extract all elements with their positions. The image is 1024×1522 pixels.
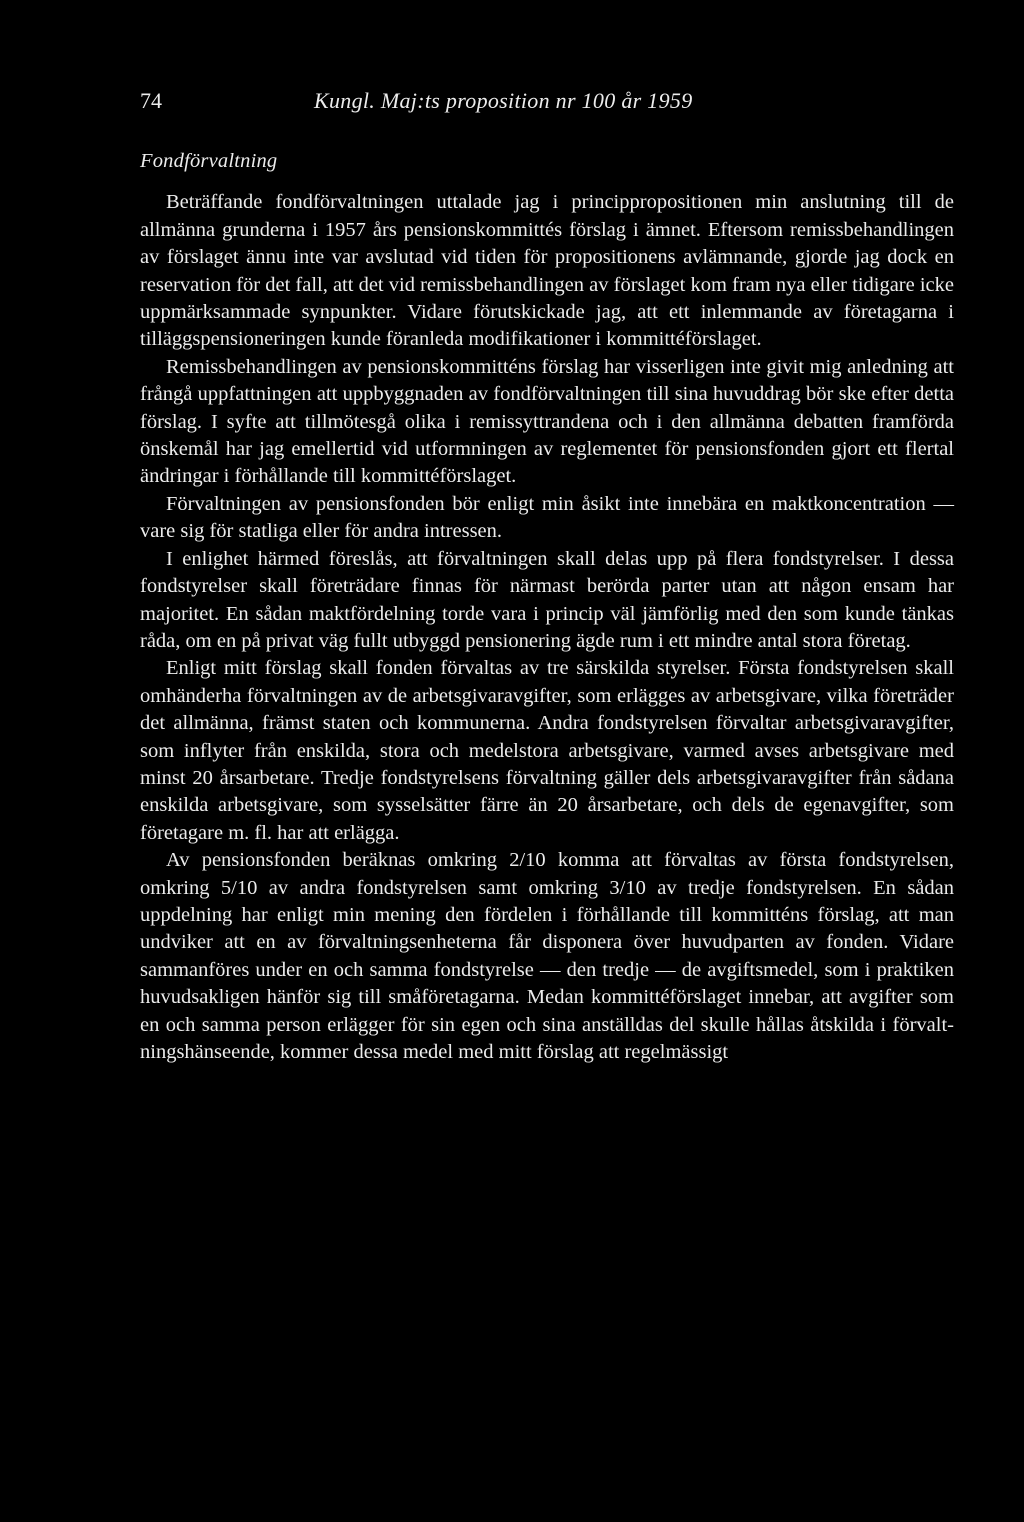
section-heading: Fondförvaltning (140, 150, 278, 172)
running-head: Kungl. Maj:ts proposition nr 100 år 1959 (314, 88, 693, 113)
paragraph: Enligt mitt förslag skall fonden förvaltas av tre särskilda styrelser. Första fondstyrelsen skall omhänderha förvaltningen av de arbetsgivaravgifter, som erlägges av arbetsgivare, vilka företräder det allmänna, främst staten och kommunerna. Andra fondstyrelsen förvaltar arbetsgivaravgifter, som inflyter från enskilda, stora och medelstora arbetsgivare, varmed avses arbetsgivare med minst 20 årsarbetare. Tredje fondstyrelsens förvaltning gäller dels arbetsgivaravgifter från sådana enskilda arbetsgivare, som sysselsätter färre än 20 årsarbetare, och dels de egenavgifter, som företagare m. fl. har att erlägga. (140, 657, 954, 844)
paragraph: Beträffande fondförvaltningen uttalade jag i princippropositionen min anslutning till de allmänna grunderna i 1957 års pensionskommittés förslag i ämnet. Eftersom remissbehandlingen av förslaget ännu inte var avslutad vid tiden för propositionens avlämnande, gjorde jag dock en reservation för det fall, att det vid remissbehandlingen av förslaget kom fram nya eller tidigare icke uppmärksammade synpunkter. Vidare förutskickade jag, att ett inlemmande av företagarna i tilläggspensioneringen kunde föranleda modifikationer i kommittéförslaget. (140, 191, 955, 351)
body-text (140, 148, 954, 1066)
paragraph: Av pensionsfonden beräknas omkring 2/10 komma att förvaltas av första fondstyrelsen, omkring 5/10 av andra fondstyrelsen samt omkring 3/10 av tredje fondstyrelsen. En sådan uppdelning har enligt min mening den fördelen i förhållande till kommitténs förslag, att man undviker att en av förvaltningsenheterna får disponera över huvudparten av fonden. Vidare sammanföres under en och samma fondstyrelse — den tredje — de avgiftsmedel, som i praktiken huvudsakligen hänför sig till småföretagarna. Medan kommittéförslaget innebar, att avgifter som en och samma person erlägger för sin egen och sina anställdas del skulle hållas åtskilda i förvaltningshänseende, kommer dessa medel med mitt förslag att regelmässigt (140, 849, 954, 1063)
paragraph: I enlighet härmed föreslås, att förvaltningen skall delas upp på flera fondstyrelser. I dessa fondstyrelser skall företrädare finnas för närmast berörda parter utan att någon ensam har majoritet. En sådan maktfördelning torde vara i princip väl jämförlig med den som kunde tänkas råda, om en på privat väg fullt utbyggd pensionering ägde rum i ett mindre antal stora företag. (140, 547, 954, 652)
paragraph: Remissbehandlingen av pensionskommitténs förslag har visserligen inte givit mig anledning att frångå uppfattningen att uppbyggnaden av fondförvaltningen till sina huvuddrag bör ske efter detta förslag. I syfte att tillmötesgå olika i remissyttrandena och i den allmänna debatten framförda önskemål har jag emellertid vid utformningen av reglementet för pensionsfonden gjort ett flertal ändringar i förhållande till kommittéförslaget. (140, 355, 954, 488)
page-header (140, 84, 954, 118)
page-number: 74 (140, 88, 162, 113)
paragraph: Förvaltningen av pensionsfonden bör enligt min åsikt inte innebära en maktkoncentration — vare sig för statliga eller för andra intressen. (140, 492, 954, 543)
